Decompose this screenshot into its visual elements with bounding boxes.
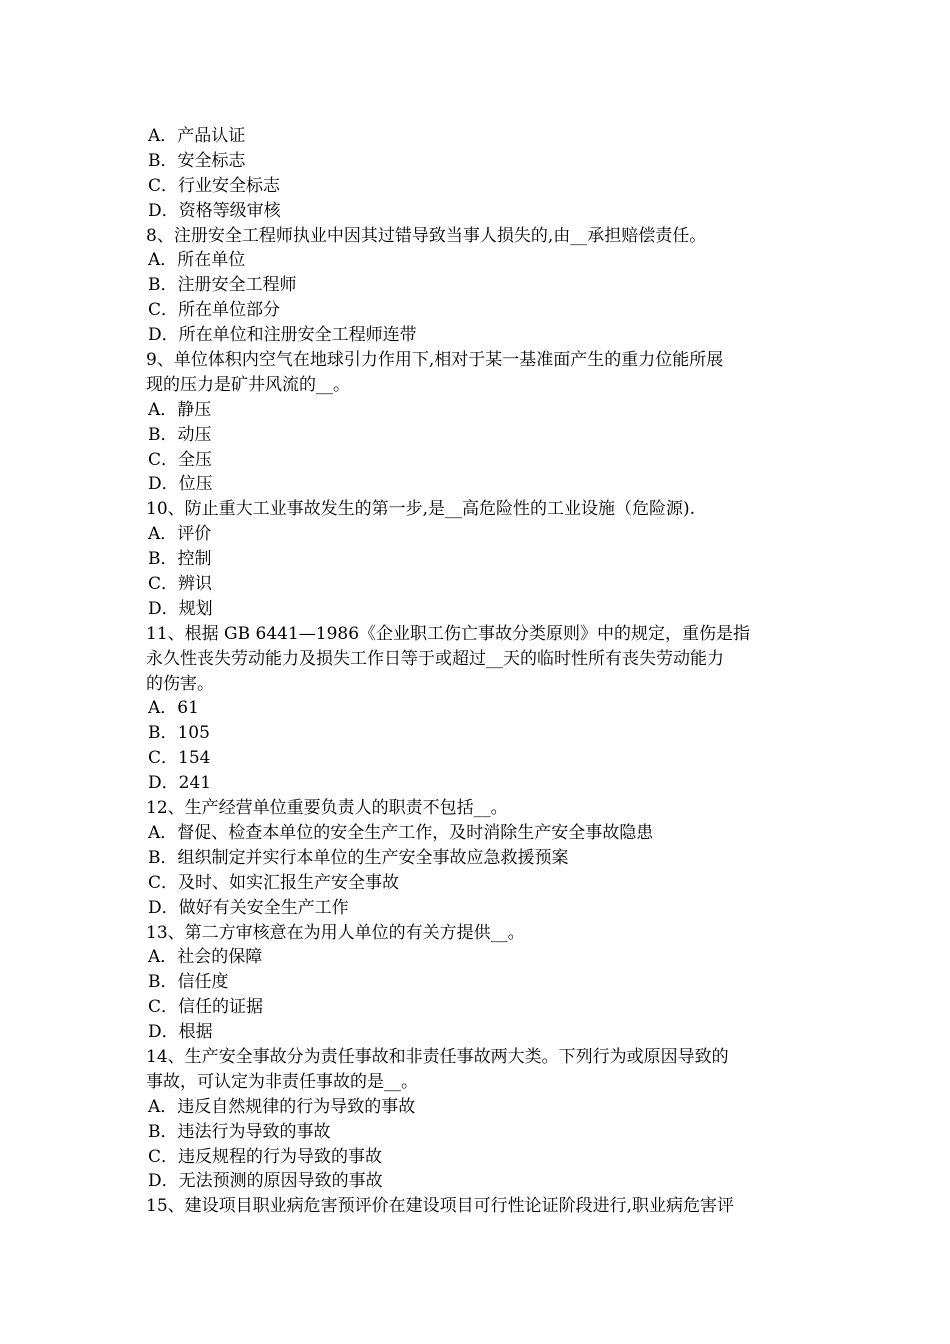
- answer-option: B．动压: [148, 424, 212, 445]
- answer-option: C．辨识: [148, 574, 213, 595]
- question-text: 现的压力是矿井风流的__。: [146, 374, 350, 395]
- answer-option: D．资格等级审核: [148, 200, 281, 221]
- answer-option: B．注册安全工程师: [148, 275, 297, 296]
- question-text: 11、根据 GB 6441—1986《企业职工伤亡事故分类原则》中的规定，重伤是指: [146, 623, 751, 644]
- answer-option: A．产品认证: [148, 126, 246, 146]
- answer-option: D．无法预测的原因导致的事故: [148, 1171, 383, 1192]
- document-body: [146, 124, 816, 1219]
- answer-option: D．做好有关安全生产工作: [148, 897, 349, 918]
- answer-option: D．所在单位和注册安全工程师连带: [148, 325, 417, 346]
- question-text: 9、单位体积内空气在地球引力作用下,相对于某一基准面产生的重力位能所展: [146, 350, 724, 371]
- question-text: 10、防止重大工业事故发生的第一步,是__高危险性的工业设施（危险源).: [146, 499, 696, 520]
- answer-option: D．241: [148, 773, 212, 794]
- question-text: 8、注册安全工程师执业中因其过错导致当事人损失的,由__承担赔偿责任。: [146, 225, 707, 246]
- answer-option: C．信任的证据: [148, 997, 264, 1018]
- question-text: 14、生产安全事故分为责任事故和非责任事故两大类。下列行为或原因导致的: [146, 1046, 729, 1067]
- answer-option: C．行业安全标志: [148, 175, 281, 196]
- answer-option: B．信任度: [148, 972, 229, 993]
- answer-option: A．社会的保障: [148, 947, 263, 968]
- question-text: 事故，可认定为非责任事故的是__。: [146, 1071, 418, 1092]
- answer-option: B．105: [148, 723, 210, 744]
- question-text: 的伤害。: [146, 673, 214, 694]
- answer-option: A．所在单位: [148, 250, 246, 271]
- answer-option: B．组织制定并实行本单位的生产安全事故应急救援预案: [148, 847, 569, 868]
- answer-option: C．违反规程的行为导致的事故: [148, 1146, 383, 1167]
- question-text: 15、建设项目职业病危害预评价在建设项目可行性论证阶段进行,职业病危害评: [146, 1196, 735, 1217]
- question-text: 13、第二方审核意在为用人单位的有关方提供__。: [146, 922, 525, 943]
- answer-option: A．静压: [148, 399, 212, 420]
- question-text: 12、生产经营单位重要负责人的职责不包括__。: [146, 798, 508, 819]
- answer-option: A．评价: [148, 524, 212, 545]
- answer-option: B．违法行为导致的事故: [148, 1121, 331, 1142]
- question-text: 永久性丧失劳动能力及损失工作日等于或超过__天的临时性所有丧失劳动能力: [146, 648, 724, 669]
- answer-option: A．督促、检查本单位的安全生产工作，及时消除生产安全事故隐患: [148, 822, 654, 843]
- answer-option: C．全压: [148, 449, 213, 470]
- answer-option: A．违反自然规律的行为导致的事故: [148, 1096, 416, 1117]
- answer-option: B．控制: [148, 549, 212, 570]
- answer-option: C．及时、如实汇报生产安全事故: [148, 872, 400, 893]
- answer-option: B．安全标志: [148, 150, 246, 171]
- answer-option: D．根据: [148, 1022, 213, 1043]
- answer-option: D．位压: [148, 474, 213, 495]
- answer-option: A．61: [148, 698, 199, 719]
- answer-option: C．154: [148, 748, 211, 769]
- answer-option: C．所在单位部分: [148, 300, 281, 321]
- answer-option: D．规划: [148, 598, 213, 619]
